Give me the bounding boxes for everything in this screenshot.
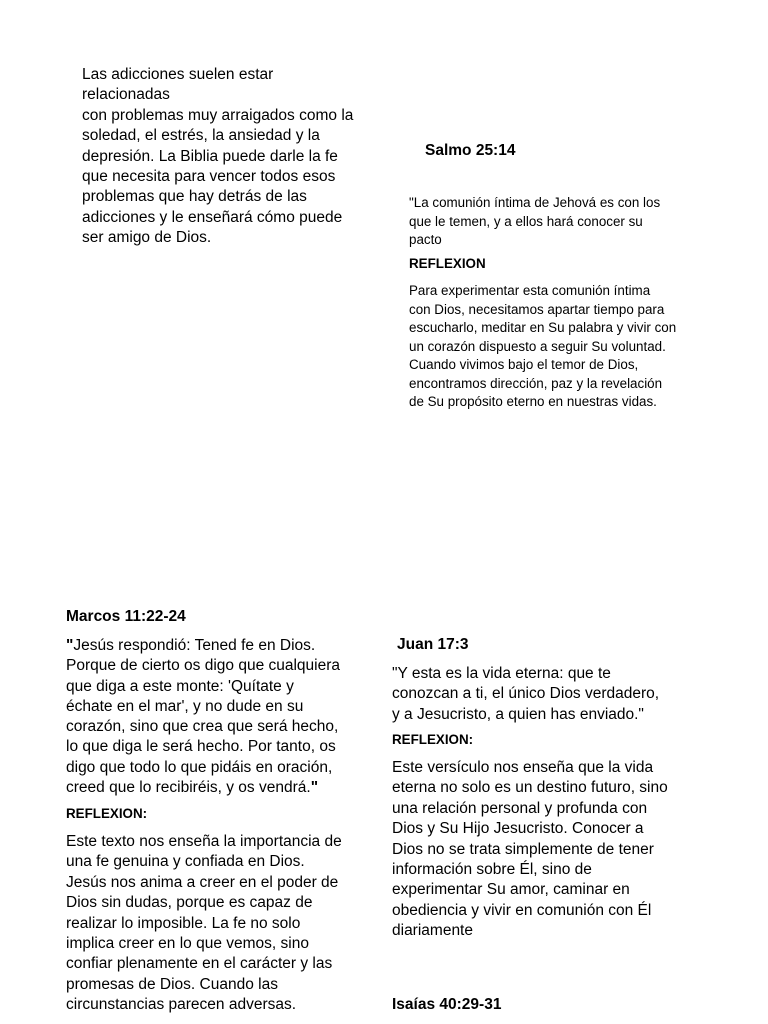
juan-heading: Juan 17:3 — [397, 636, 469, 653]
salmo-reflexion-label: REFLEXION — [409, 256, 486, 271]
salmo-heading: Salmo 25:14 — [425, 142, 516, 159]
quote-close-mark: " — [310, 779, 319, 797]
juan-reflexion-label: REFLEXION: — [392, 732, 474, 747]
salmo-reflexion-text: Para experimentar esta comunión íntima con Dios, necesitamos apartar tiempo para escucharlo, meditar en Su palabra y vivir con un corazón dispuesto a seguir Su voluntad. Cuando vivimos bajo el temor de Dios, encontramos dirección, paz y la revelación de Su propósito eterno en nuestras vidas. — [409, 283, 677, 409]
marcos-reflexion-label: REFLEXION: — [66, 806, 148, 821]
marcos-reflexion-text: Este texto nos enseña la importancia de una fe genuina y confiada en Dios. Jesús nos anima a creer en el poder de Dios sin dudas, porque es capaz de realizar lo imposible. La fe no solo implica creer en lo que vemos, sino confiar plenamente en el carácter y las promesas de Dios. Cuando las circunstancias parecen adversas. — [66, 833, 342, 1014]
marcos-verse-quote — [66, 636, 366, 798]
intro-paragraph: Las adicciones suelen estar relacionadas con problemas muy arraigados como la soledad, el estrés, la ansiedad y la depresión. La Biblia puede darle la fe que necesita para vencer todos esos problemas que hay detrás de las adicciones y le enseñará cómo puede ser amigo de Dios. — [82, 66, 354, 247]
isaias-heading: Isaías 40:29-31 — [392, 996, 502, 1013]
salmo-verse-quote: "La comunión íntima de Jehová es con los que le temen, y a ellos hará conocer su pacto — [409, 195, 661, 247]
marcos-heading: Marcos 11:22-24 — [66, 608, 186, 625]
marcos-verse-body: Jesús respondió: Tened fe en Dios. Porque de cierto os digo que cualquiera que diga a este monte: 'Quítate y échate en el mar', y no dude en su corazón, sino que crea que será hecho, lo que diga le será hecho. Por tanto, os digo que todo lo que pidáis en oración, creed que lo recibiréis, y os vendrá. — [66, 637, 341, 797]
quote-open-mark: " — [66, 637, 74, 654]
juan-reflexion-text: Este versículo nos enseña que la vida eterna no solo es un destino futuro, sino una relación personal y profunda con Dios y Su Hijo Jesucristo. Conocer a Dios no se trata simplemente de tener información sobre Él, sino de experimentar Su amor, caminar en obediencia y vivir en comunión con Él diariamente — [392, 759, 668, 940]
juan-verse-quote: "Y esta es la vida eterna: que te conozcan a ti, el único Dios verdadero, y a Jesucristo, a quien has enviado." — [392, 665, 660, 723]
